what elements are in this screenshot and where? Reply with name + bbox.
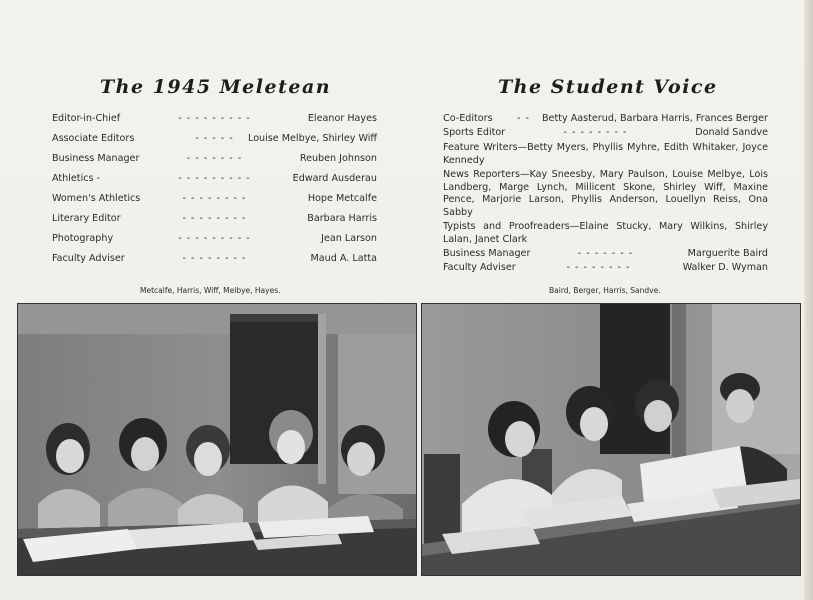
staff-role: Women's Athletics <box>52 193 141 204</box>
leader-dots: - - - - - - - <box>577 248 634 259</box>
staff-role: Photography <box>52 233 114 244</box>
staff-row <box>52 113 377 133</box>
staff-row-business-manager <box>443 248 768 261</box>
leader-dots: - - - - - - - - <box>566 262 631 273</box>
staff-role: Co-Editors <box>443 113 493 124</box>
meletean-title: The 1945 Meletean <box>100 76 332 98</box>
staff-row <box>52 233 377 253</box>
staff-row <box>52 253 377 273</box>
staff-row-co-editors <box>443 113 768 126</box>
staff-row <box>52 213 377 233</box>
leader-dots: - - - - - - - - <box>182 213 247 224</box>
leader-dots: - - - - - - - - - <box>178 173 251 184</box>
student-voice-title: The Student Voice <box>498 76 718 98</box>
staff-name: Louise Melbye, Shirley Wiff <box>248 133 377 144</box>
staff-name: Hope Metcalfe <box>307 193 377 204</box>
feature-writers-paragraph: Feature Writers—Betty Myers, Phyllis Myhre, Edith Whitaker, Joyce Kennedy <box>443 142 768 166</box>
staff-name: Jean Larson <box>321 233 377 244</box>
leader-dots: - - - - - <box>195 133 234 144</box>
student-voice-staff-list <box>443 113 768 275</box>
typists-paragraph: Typists and Proofreaders—Elaine Stucky, Mary Wilkins, Shirley Lalan, Janet Clark <box>443 221 768 245</box>
leader-dots: - - - - - - - - - <box>178 113 251 124</box>
staff-row <box>52 133 377 153</box>
page-fold-edge <box>804 0 813 600</box>
leader-dots: - - - - - - - - - <box>178 233 251 244</box>
staff-name: Barbara Harris <box>307 213 377 224</box>
meletean-staff-photo <box>17 303 417 576</box>
staff-row <box>52 173 377 193</box>
staff-role: Literary Editor <box>52 213 121 224</box>
staff-role: Business Manager <box>52 153 140 164</box>
staff-role: Faculty Adviser <box>443 262 516 273</box>
staff-row <box>52 153 377 173</box>
staff-name: Walker D. Wyman <box>682 262 768 273</box>
staff-role: Sports Editor <box>443 127 506 138</box>
staff-name: Edward Ausderau <box>292 173 377 184</box>
staff-row-sports-editor <box>443 127 768 140</box>
staff-row-faculty-adviser <box>443 262 768 275</box>
staff-row <box>52 193 377 213</box>
leader-dots: - - - - - - - - <box>563 127 628 138</box>
staff-role: Business Manager <box>443 248 531 259</box>
meletean-staff-list <box>52 113 377 273</box>
staff-name: Eleanor Hayes <box>307 113 377 124</box>
meletean-photo-caption: Metcalfe, Harris, Wiff, Melbye, Hayes. <box>140 286 281 295</box>
staff-role: Faculty Adviser <box>52 253 125 264</box>
staff-name: Marguerite Baird <box>687 248 768 259</box>
leader-dots: - - - - - - - <box>186 153 243 164</box>
student-voice-photo-caption: Baird, Berger, Harris, Sandve. <box>549 286 661 295</box>
leader-dots: - - - - - - - - <box>182 193 247 204</box>
staff-role: Associate Editors <box>52 133 135 144</box>
staff-name: Reuben Johnson <box>299 153 377 164</box>
staff-role: Editor-in-Chief <box>52 113 121 124</box>
leader-dots: - - <box>517 113 530 124</box>
staff-name: Betty Aasterud, Barbara Harris, Frances Berger <box>541 113 768 124</box>
staff-name: Donald Sandve <box>695 127 768 138</box>
student-voice-staff-photo <box>421 303 801 576</box>
staff-name: Maud A. Latta <box>310 253 377 264</box>
leader-dots: - - - - - - - - <box>182 253 247 264</box>
news-reporters-paragraph: News Reporters—Kay Sneesby, Mary Paulson, Louise Melbye, Lois Landberg, Marge Lynch, Millicent Skone, Shirley Wiff, Maxine Pence, Marjorie Larson, Phyllis Anderson, Louellyn Reiss, Ona Sabby <box>443 169 768 218</box>
staff-role: Athletics - <box>52 173 101 184</box>
